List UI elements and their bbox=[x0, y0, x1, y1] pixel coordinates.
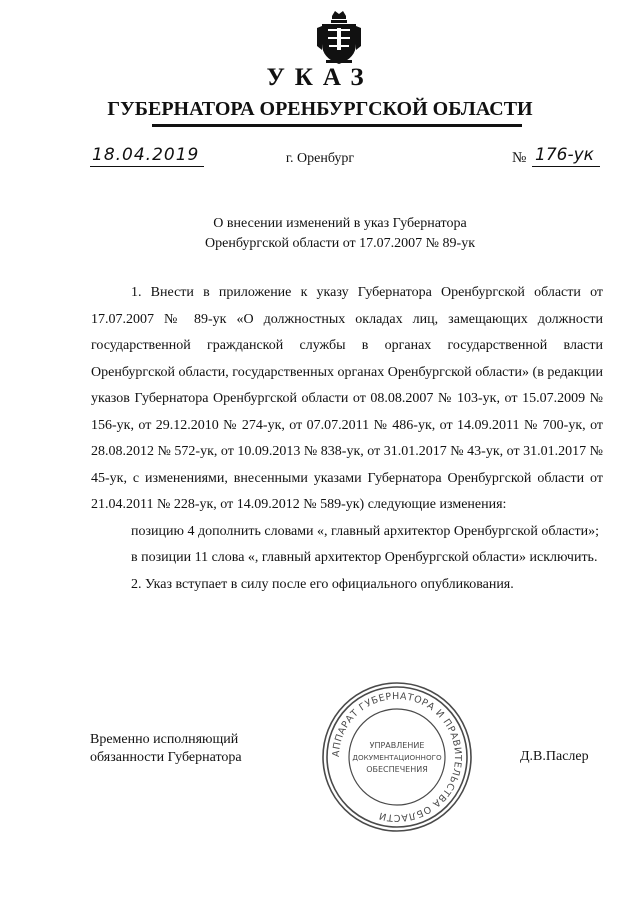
signatory-name: Д.В.Паслер bbox=[520, 749, 589, 764]
number-underline bbox=[532, 166, 600, 167]
signatory-position-line-1: Временно исполняющий bbox=[90, 732, 239, 747]
issuer-title: ГУБЕРНАТОРА ОРЕНБУРГСКОЙ ОБЛАСТИ bbox=[107, 98, 533, 120]
number-sign: № bbox=[512, 150, 527, 166]
stamp-center-line-2: ДОКУМЕНТАЦИОННОГО bbox=[352, 753, 442, 762]
signatory-position-line-2: обязанности Губернатора bbox=[90, 750, 242, 765]
subject-line-2: Оренбургской области от 17.07.2007 № 89-ук bbox=[205, 236, 475, 251]
document-number: 176-ук bbox=[535, 145, 594, 165]
paragraph-2: позицию 4 дополнить словами «, главный архитектор Оренбургской области»; bbox=[131, 523, 600, 539]
document-body bbox=[91, 280, 603, 598]
stamp-center-line-3: ОБЕСПЕЧЕНИЯ bbox=[366, 765, 428, 774]
paragraph-3: в позиции 11 слова «, главный архитектор Оренбургской области» исключить. bbox=[131, 550, 598, 565]
stamp-ring-text: АППАРАТ ГУБЕРНАТОРА И ПРАВИТЕЛЬСТВА ОБЛАСТИ bbox=[330, 690, 464, 824]
official-stamp bbox=[320, 680, 474, 834]
header-rule bbox=[152, 124, 522, 127]
subject-line-1: О внесении изменений в указ Губернатора bbox=[213, 216, 467, 231]
paragraph-4: 2. Указ вступает в силу после его официального опубликования. bbox=[131, 576, 514, 592]
document-subject bbox=[140, 214, 540, 254]
paragraph-1: 1. Внести в приложение к указу Губернатора Оренбургской области от 17.07.2007 № 89-ук «О должностных окладах лиц, замещающих должности государственной гражданской службы в органах государственной власти Оренбургской области, государственных органах Оренбургской области» (в редакции указов Губернатора Оренбургской области от 08.08.2007 № 103-ук, от 15.07.2009 № 156-ук, от 29.12.2010 № 274-ук, от 07.07.2011 № 486-ук, от 14.09.2011 № 700-ук, от 28.08.2012 № 572-ук, от 10.09.2013 № 838-ук, от 31.01.2017 № 43-ук, от 31.01.2017 № 45-ук, с изменениями, внесенными указами Губернатора Оренбургской области от 21.04.2011 № 228-ук, от 14.09.2012 № 589-ук) следующие изменения: bbox=[91, 285, 603, 512]
coat-of-arms-icon bbox=[316, 10, 362, 66]
document-type-title: УКАЗ bbox=[266, 64, 374, 91]
signing-date: 18.04.2019 bbox=[92, 145, 200, 165]
city-label: г. Оренбург bbox=[285, 151, 355, 166]
stamp-center-line-1: УПРАВЛЕНИЕ bbox=[369, 741, 425, 750]
